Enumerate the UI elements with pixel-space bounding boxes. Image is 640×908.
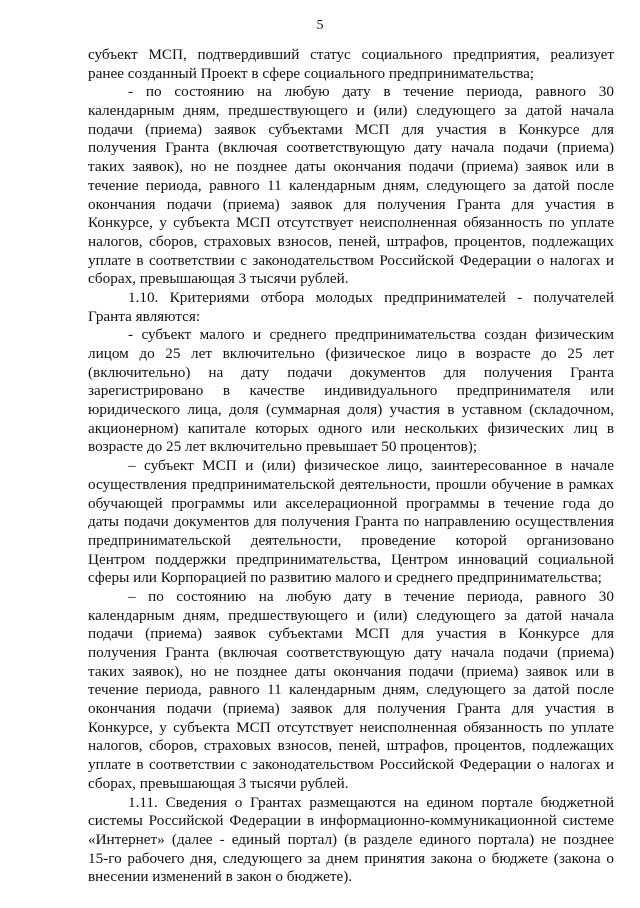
text-line: внесении изменений в закон о бюджете). [88,868,353,886]
text-line: получения Гранта (включая соответствующую дату начала подачи (приема) [88,644,614,661]
text-line: Конкурсе, у субъекта МСП отсутствует неисполненная обязанность по уплате [88,214,614,232]
text-line: окончания подачи (приема) заявок для получения Гранта для участия в [88,700,614,718]
text-line: обучающей программы или акселерационной программы в течение года до [88,494,614,512]
text-line: «Интернет» (далее - единый портал) (в разделе единого портала) не позднее [88,830,614,848]
text-line: окончания подачи (приема) заявок для получения Гранта для участия в [88,195,614,213]
text-line: юридического лица, доля (суммарная доля) участия в уставном (складочном, [88,401,614,419]
text-line: сферы или Корпорацией по развитию малого и среднего предпринимательства; [88,569,602,587]
text-line: Конкурсе, у субъекта МСП отсутствует неисполненная обязанность по уплате [88,718,614,736]
text-line: течение периода, равного 11 календарным дням, следующего за датой после [88,176,614,194]
text-line: налогов, сборов, страховых взносов, пеней, штрафов, процентов, подлежащих [88,737,614,755]
text-line: налогов, сборов, страховых взносов, пеней, штрафов, процентов, подлежащих [88,232,614,250]
text-line: календарным дням, предшествующего и (или) следующего за датой начала [88,102,614,120]
text-line: (включительно) на дату подачи документов для получения Гранта [88,363,614,381]
text-line: подачи (приема) заявок субъектами МСП для участия в Конкурсе для [88,625,614,643]
text-line: предпринимательской деятельности, проведение которой организовано [88,531,614,549]
text-line: - субъект малого и среднего предпринимательства создан физическим [128,326,614,344]
text-line: субъект МСП, подтвердивший статус социального предприятия, реализует [88,46,614,63]
text-line: подачи (приема) заявок субъектами МСП для участия в Конкурсе для [88,120,614,138]
text-line: системы Российской Федерации в информационно-коммуникационной системе [88,812,614,830]
page-number: 5 [316,18,324,33]
text-line: сборах, превышающая 3 тысячи рублей. [88,270,349,288]
text-line: – по состоянию на любую дату в течение периода, равного 30 [128,587,614,605]
text-line: 1.11. Сведения о Грантах размещаются на едином портале бюджетной [128,793,614,811]
text-line: ранее созданный Проект в сфере социального предпринимательства; [88,64,535,82]
text-line: возрасте до 25 лет включительно превышает 50 процентов); [88,438,478,456]
text-line: таких заявок), но не позднее даты окончания подачи (приема) заявок или в [88,662,614,680]
text-line: акционерном) капитале которых одного или нескольких физических лиц в [88,419,614,437]
text-line: Гранта являются: [88,307,201,325]
text-line: даты подачи документов для получения Гранта по направлению осуществления [88,513,614,531]
text-line: получения Гранта (включая соответствующую дату начала подачи (приема) [88,139,614,157]
document-body [88,46,614,887]
text-line: 1.10. Критериями отбора молодых предпринимателей - получателей [128,288,614,306]
text-line: уплате в соответствии с законодательством Российской Федерации о налогах и [88,756,614,774]
text-line: течение периода, равного 11 календарным дням, следующего за датой после [88,681,614,699]
text-line: сборах, превышающая 3 тысячи рублей. [88,774,349,792]
text-line: Центром поддержки предпринимательства, Центром инноваций социальной [88,550,614,568]
text-line: лицом до 25 лет включительно (физическое лицо в возрасте до 25 лет [88,345,614,362]
text-line: осуществления предпринимательской деятельности, прошли обучение в рамках [88,475,614,493]
text-line: уплате в соответствии с законодательством Российской Федерации о налогах и [88,251,614,269]
text-line: – субъект МСП и (или) физическое лицо, заинтересованное в начале [128,457,614,475]
text-line: таких заявок), но не позднее даты окончания подачи (приема) заявок или в [88,158,614,176]
text-line: зарегистрировано в качестве индивидуального предпринимателя или [88,382,614,400]
text-line: 15-го рабочего дня, следующего за днем принятия закона о бюджете (закона о [88,849,614,867]
text-line: - по состоянию на любую дату в течение периода, равного 30 [128,83,614,101]
text-line: календарным дням, предшествующего и (или) следующего за датой начала [88,606,614,624]
